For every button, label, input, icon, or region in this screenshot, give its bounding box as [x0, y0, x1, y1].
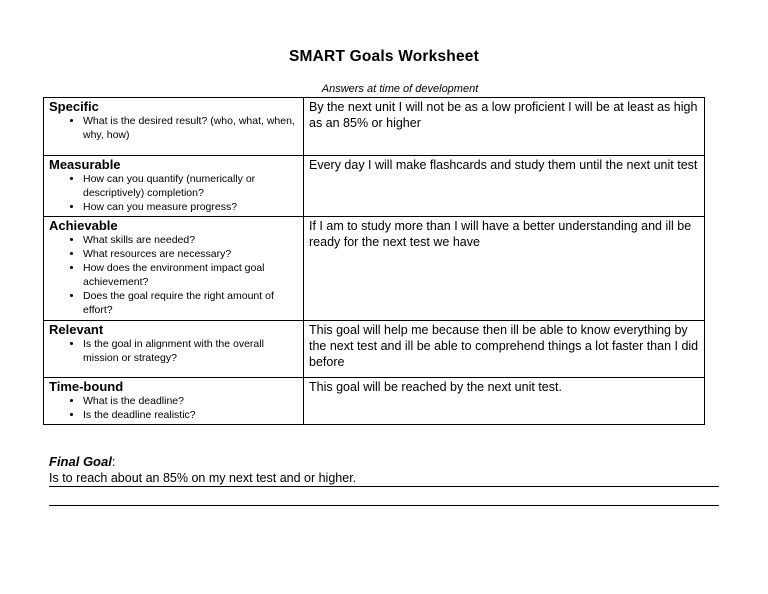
answer-cell: This goal will help me because then ill be able to know everything by the next test and ill be able to comprehend things a lot faster than I did before [304, 321, 705, 378]
row-heading: Achievable [49, 218, 118, 233]
list-item: • How does the environment impact goal achievement? [83, 261, 299, 289]
list-item: • What is the desired result? (who, what, when, why, how) [83, 114, 299, 142]
question-list [49, 394, 299, 422]
smart-goals-table [43, 97, 705, 425]
question-list [49, 337, 299, 365]
final-goal-colon: : [111, 454, 116, 469]
list-item: • What resources are necessary? [83, 247, 299, 261]
list-item: • Is the goal in alignment with the overall mission or strategy? [83, 337, 299, 365]
final-goal-text: Is to reach about an 85% on my next test and or higher. [49, 471, 357, 485]
list-item: • Does the goal require the right amount of effort? [83, 289, 299, 317]
row-heading: Measurable [49, 157, 121, 172]
criterion-cell [44, 98, 304, 156]
list-item: • How can you quantify (numerically or descriptively) completion? [83, 172, 299, 200]
table-row [44, 321, 705, 378]
criterion-cell [44, 378, 304, 425]
answers-subtitle: Answers at time of development [321, 83, 479, 95]
answer-cell: By the next unit I will not be as a low proficient I will be at least as high as an 85% or higher [304, 98, 705, 156]
row-heading: Relevant [49, 322, 104, 337]
table-row [44, 156, 705, 217]
row-heading: Time-bound [49, 379, 124, 394]
criterion-cell [44, 156, 304, 217]
table-row [44, 217, 705, 321]
list-item: • Is the deadline realistic? [83, 408, 299, 422]
question-list [49, 172, 299, 214]
answer-line [49, 486, 719, 487]
question-list [49, 114, 299, 142]
row-heading: Specific [49, 99, 99, 114]
criterion-cell [44, 321, 304, 378]
answer-line [49, 505, 719, 506]
list-item: • What skills are needed? [83, 233, 299, 247]
final-goal-label: Final Goal [49, 454, 112, 469]
answer-cell: This goal will be reached by the next unit test. [304, 378, 705, 425]
final-goal [49, 454, 356, 486]
criterion-cell [44, 217, 304, 321]
table-row [44, 378, 705, 425]
table-row [44, 98, 705, 156]
question-list [49, 233, 299, 317]
answer-cell: If I am to study more than I will have a better understanding and ill be ready for the next test we have [304, 217, 705, 321]
worksheet-title: SMART Goals Worksheet [289, 48, 479, 65]
answer-cell: Every day I will make flashcards and study them until the next unit test [304, 156, 705, 217]
list-item: • What is the deadline? [83, 394, 299, 408]
list-item: • How can you measure progress? [83, 200, 299, 214]
